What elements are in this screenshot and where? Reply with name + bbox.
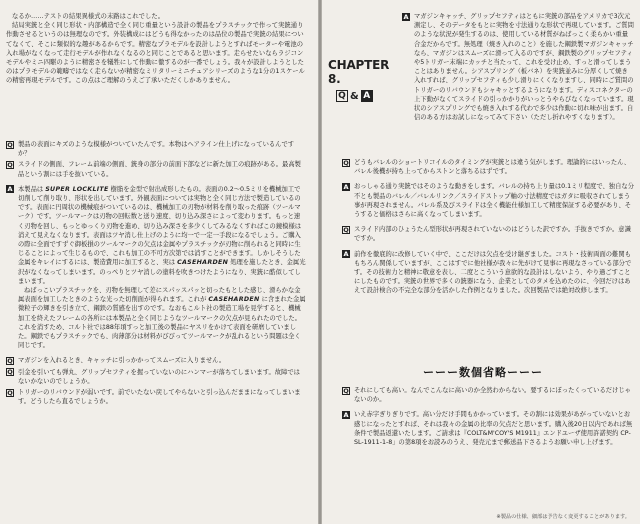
question-text: スライド内部のひょうたん型形状が再現されていないのはどうした訳ですか。手抜きですか。意識ですか。	[354, 226, 631, 243]
footnote: ※製品の仕様、細部は予告なく変更することがあります。	[496, 514, 630, 520]
qa-item	[6, 356, 306, 365]
qa-item	[6, 388, 306, 406]
answer-lead: 本製品は	[18, 185, 44, 193]
intro-paragraph-2: 結局実銃と全く同じ形状・内部構造で全く同じ重量という設計の製品をプラスチックで作って実銃通り作動させるというのは無理なのです。外装構成にはどうも得なかったのは品位の製品で実銃の結果についてなくて、そこに類似的な趣があるからです。精密なプラモデルを設計しようとすればモーターや電池の入れ場がなくなって走行モデルが作れなくなるのと同じことであると思います。走らせたいならラジコンモデルやミニ四駆のように精密さを犠牲にして作動に徹するのが一番でしょう。我々が設計しようとしたのはプラモデルの範疇ではなく走らないが精密なミリタリーミニチュアシリーズのような1分の1スケールの精密再現モデルです。この点はご理解のうえご了承いただくしかありません。	[6, 22, 305, 85]
qa-item	[6, 140, 306, 158]
answer-continuation	[18, 286, 306, 350]
brand-logo-super-locklite: SUPER LOCKLITE	[45, 185, 109, 193]
answer-text: マガジンキャッチ、グリップセフティはともに実銃の部品をアメリカで3次元測定し、そのデータをもとに実物を寸法通りな形状で再現しています。ご質問のような状況が発生するのは、使用している材質がねばっこく柔らかい重量合金だからです。無処理（焼き入れのこと）を施した鋼鉄製マガジンキャッチなら、マガジンはスムーズに滑って入るのですが、鋼鉄製のグリップセフティや5トリガー末端にカッチと当たって、これを受け止め、すっと滑ってしまうことはありません。シアスプリング（板バネ）を実銃並みに分厚くして焼き入れすれば、グリップセフティも少し滑りにくくなりますし、同時にご質問のトリガーのリバウンドもシャキッとするようになります。ディスコネクターの上下動がなくてスライドの引っかかりがいっとうやらびなくなっています。現状のシアスプリングでも焼き入れする代わで多少は作動に切れ味が出ます。自信のある方はお試しになってみて下さい（ただし折れやすくなります）。	[414, 13, 634, 122]
answer-mark-icon: A	[7, 185, 13, 194]
answer-mark-icon: A	[343, 411, 349, 419]
intro-text	[6, 12, 306, 86]
answer-body: 樹脂を金型で射出成形したもの。表面の0.2〜0.5ミリを機械加工で切削して削り取り、形状を出しています。外観表面については実物と全く同じ方法で製造しているのです。表面に円周状の機械痕がついているのは、機械加工の刃物が材料を削り取った痕跡（ツールマーク）です。ツールマークは刃物の回転数と送り速度、切り込み深さによって変わります。もっと速く刃物を回し、もっとゆっくり刃物を進め、切り込み深さを多少くしてみるなくすればこの鏡模様は消えて見えなくなります。表面はツヤ消し仕上げのように均一で一定一手段になるでしょう。ご購入の際に全面ですずぐ御板損のツールマークの欠点は金属やプラスチックが刃物に削られると同時に生じることによって生じるもので、これも加工の不可方次第では消すことができます。しかしそうした金属をキレイにするには、製造費用に加工すると、実は	[18, 185, 302, 267]
right-qa-list-bottom	[342, 386, 634, 447]
answer-continuation-lead: ねばっこいプラスチックを、刃物を無理して差にスパッスパッと切ったもとした感じ、滑らかな金属表面を加工したときのような光った切削面が得られます。これが	[18, 287, 301, 304]
answer-text: おっしゃる通り実銃ではそのような動きをします。バレルの持ち上り量は0.1ミリ程度で、独自な分不とも製品のバレル／バレルリンク／スライドストップ軸の寸法精度ではガタに吸収されてしまう事が再現されません。バレル系及びスライドは全く機能仕様加工して精度保証する必要があり、そうすると価格はさらに高くなってしまいます。	[354, 183, 634, 219]
qa-item	[6, 185, 306, 351]
answer-text	[18, 185, 306, 286]
q-logo-icon: Q	[336, 90, 348, 102]
answer-mark-icon: A	[403, 12, 409, 21]
question-text: どうもバレルのショートリコイルのタイミングが実銃とは違う気がします。理論的にはいったん、バレル後機が持ち上ってからストンと落ちるはずです。	[354, 159, 631, 176]
right-page	[322, 0, 640, 524]
question-mark-icon: Q	[343, 225, 349, 234]
left-qa-list	[6, 140, 306, 406]
ampersand: &	[350, 90, 359, 102]
question-text: マガジンを入れるとき、キャッチに引っかかってスムーズに入りません。	[18, 357, 226, 365]
qa-item	[402, 12, 634, 122]
question-text: それにしても高い。なんでこんなに高いのか全然わからない。要するにぼったくっているだけじゃないのか。	[354, 387, 631, 404]
qa-item	[342, 182, 634, 219]
section-heading-omitted: ーーー数個省略ーーー	[423, 366, 543, 379]
left-page	[0, 0, 318, 524]
question-mark-icon: Q	[7, 388, 13, 397]
answer-mark-icon: A	[343, 183, 349, 191]
right-qa-list-top	[342, 12, 634, 122]
question-mark-icon: Q	[7, 140, 13, 149]
chapter-title: CHAPTER 8.	[328, 58, 390, 86]
answer-text: 前作を徹底的に改修していく中で、ここだけは欠点を受け継ぎました。コスト・技術両面の難関ももちろん関係していますが、ここはすでに他社様が我々に先がけて見事に再現なさっている部分です。その技術力と精神に敬意を表し、二度とこういう意欲的な設計はしないよう、やり過ごすことにしたものです。実銃の世界で多くの銃器になう、企業としてのタメを込めたのに、今回だけはあえて設計検合の不完全な部分を活かした作例となりました。次回製品では絶対改修します。	[354, 250, 632, 295]
question-text: トリガーのリバウンドが弱いです。前でいたない戻してやらないと引っ込んだままになってしまいます。どうしたら直るでしょうか。	[18, 389, 301, 406]
qa-item	[342, 386, 634, 404]
question-text: 製品の表面にキズのような模様がついていたんです。本物はヘアライン仕上げになっているんですか？	[18, 141, 295, 158]
qa-item	[342, 250, 634, 296]
answer-mark-icon: A	[343, 250, 349, 259]
question-mark-icon: Q	[7, 357, 13, 366]
brand-logo-caseharden: CASEHARDEN	[208, 296, 260, 304]
qa-item	[342, 158, 634, 176]
answer-text: いえ赤字ぎりぎりです。高い分だけ手間もかかっています。その割には効果があがっていないとお感じになったとすれば、それは我々の金属の比率の欠点だと思います。購入後20日以内であれば無条件で製品返還いたします。ご請求は『COLT&M'COY'S M1911』エンドユーザ使用許諾契約 CP-SL-1911-1-8」の第8項をお読みのうえ、発売元まで郵送品下さるようお願い申し上げます。	[354, 411, 633, 447]
question-text: スライドの側面、フレーム前端の側面、銃身の部分の前面下部などに新た加工の痕跡がある。最高製品という割には手を抜いている。	[18, 161, 301, 178]
a-logo-icon: A	[361, 90, 373, 102]
question-mark-icon: Q	[343, 386, 349, 395]
answer-continuation-body: に含まれた金属微粒子の輝きを引き立て、鋼鉄の質感を出すのです。なおもこルト社の製造工場を見学すると、機械加工を終えたフレームの各所には本製品と全く同じようなツールマークの欠点が見られたのでした。これを消すため、コルト社では88年頃すっと加工後の製品にヤスリをかけて表面を研磨していました。鋼鉄でもプラスチックでも、肉薄部分は材料がびびってツールマークが乱れるという問題は全く同じです。	[18, 296, 306, 350]
question-text: 引金を引いても弾丸、グリップセフティを握っていないのにハンマーが落ちてしまいます。故障ではないかないのでしょうか。	[18, 368, 300, 385]
right-qa-list	[342, 158, 634, 296]
answer-body-2: 処理を施したとき、金属光沢がなくなってしまいます。のっぺりとツヤ消しの塗料を吹きつけたようになり、実銃に酷似してしまいます。	[18, 259, 306, 285]
question-mark-icon: Q	[343, 158, 349, 167]
qa-item	[342, 410, 634, 447]
question-mark-icon: Q	[7, 161, 13, 169]
brand-logo-caseharden: CASEHARDEN	[177, 259, 229, 267]
qa-item	[6, 160, 306, 178]
qa-item	[342, 225, 634, 243]
qa-item	[6, 368, 306, 386]
intro-paragraph-1: なるか……テストの結果異様式の末路はこれでした。	[12, 13, 165, 20]
question-mark-icon: Q	[7, 368, 13, 377]
